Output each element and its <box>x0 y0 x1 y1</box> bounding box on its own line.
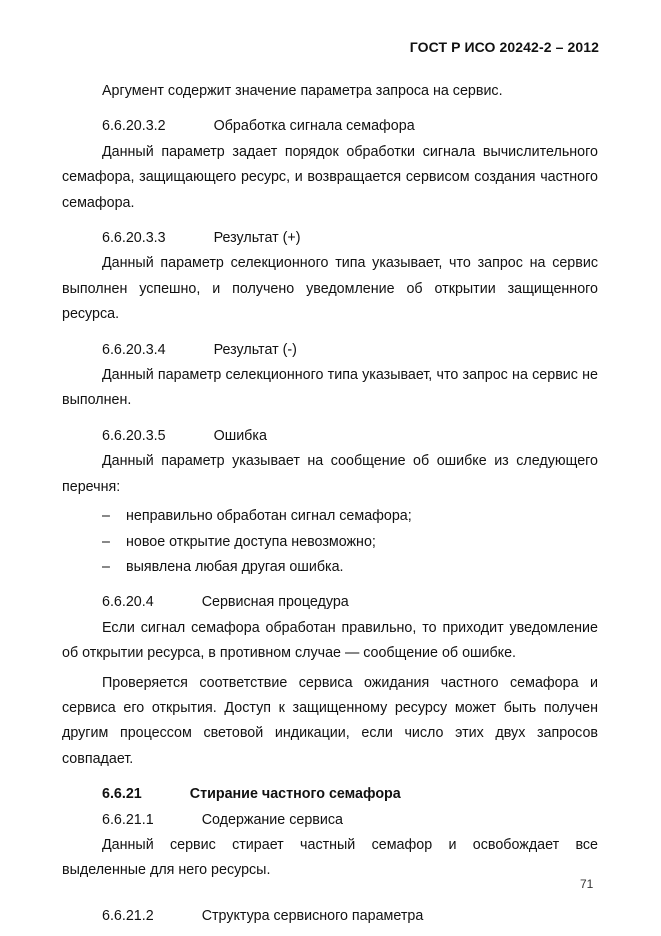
list-item-text: неправильно обработан сигнал семафора; <box>126 508 412 525</box>
list-item <box>62 530 598 555</box>
paragraph-error: Данный параметр указывает на сообщение об ошибке из следующего перечня: <box>62 453 598 495</box>
section-title: Содержание сервиса <box>201 811 343 828</box>
page-number: 71 <box>580 877 594 891</box>
section-title: Структура сервисного параметра <box>201 907 424 924</box>
section-heading-6-6-20-3-5 <box>62 424 598 449</box>
section-heading-6-6-20-3-3 <box>62 226 598 251</box>
list-item <box>62 504 598 529</box>
section-heading-6-6-21 <box>62 782 598 807</box>
section-number: 6.6.21.2 <box>102 907 154 924</box>
section-heading-6-6-21-2 <box>62 904 598 929</box>
document-body <box>62 79 598 929</box>
dash-marker: – <box>102 558 110 575</box>
paragraph-service-procedure: Если сигнал семафора обработан правильно, то приходит уведомление об открытии ресурса, в противном случае — сообщение об ошибке. <box>62 619 598 662</box>
section-number: 6.6.20.3.4 <box>102 341 166 358</box>
section-number: 6.6.21.1 <box>102 811 154 828</box>
section-title: Стирание частного семафора <box>189 786 401 803</box>
section-number: 6.6.21 <box>102 786 142 803</box>
section-title: Обработка сигнала семафора <box>213 118 415 135</box>
section-number: 6.6.20.4 <box>102 594 154 611</box>
section-heading-6-6-20-3-4 <box>62 338 598 363</box>
list-item <box>62 555 598 580</box>
paragraph-service-content: Данный сервис стирает частный семафор и освобождает все выделенные для него ресурсы. <box>62 836 598 879</box>
paragraph-result-plus: Данный параметр селекционного типа указывает, что запрос на сервис выполнен успешно, и получено уведомление об открытии защищенного ресурса. <box>62 255 598 323</box>
section-title: Сервисная процедура <box>201 594 349 611</box>
section-heading-6-6-21-1 <box>62 808 598 833</box>
paragraph-semaphore-processing: Данный параметр задает порядок обработки сигнала вычислительного семафора, защищающего ресурс, и возвращается сервисом создания частного семафора. <box>62 143 598 211</box>
paragraph-result-minus: Данный параметр селекционного типа указывает, что запрос на сервис не выполнен. <box>62 367 598 409</box>
section-heading-6-6-20-3-2 <box>62 114 598 139</box>
paragraph-argument: Аргумент содержит значение параметра запроса на сервис. <box>102 83 503 99</box>
section-heading-6-6-20-4 <box>62 590 598 615</box>
section-number: 6.6.20.3.3 <box>102 230 166 247</box>
section-number: 6.6.20.3.5 <box>102 427 166 444</box>
document-header: ГОСТ Р ИСО 20242-2 – 2012 <box>409 39 599 55</box>
section-title: Результат (+) <box>213 230 301 247</box>
dash-marker: – <box>102 533 110 550</box>
dash-marker: – <box>102 508 110 525</box>
section-title: Ошибка <box>213 427 267 444</box>
list-item-text: выявлена любая другая ошибка. <box>126 558 344 575</box>
list-item-text: новое открытие доступа невозможно; <box>126 533 376 550</box>
paragraph-verification: Проверяется соответствие сервиса ожидания частного семафора и сервиса его открытия. Доступ к защищенному ресурсу может быть получен другим процессом световой индикации, если число этих двух запросов совпадает. <box>62 674 598 767</box>
section-number: 6.6.20.3.2 <box>102 118 166 135</box>
section-title: Результат (-) <box>213 341 297 358</box>
